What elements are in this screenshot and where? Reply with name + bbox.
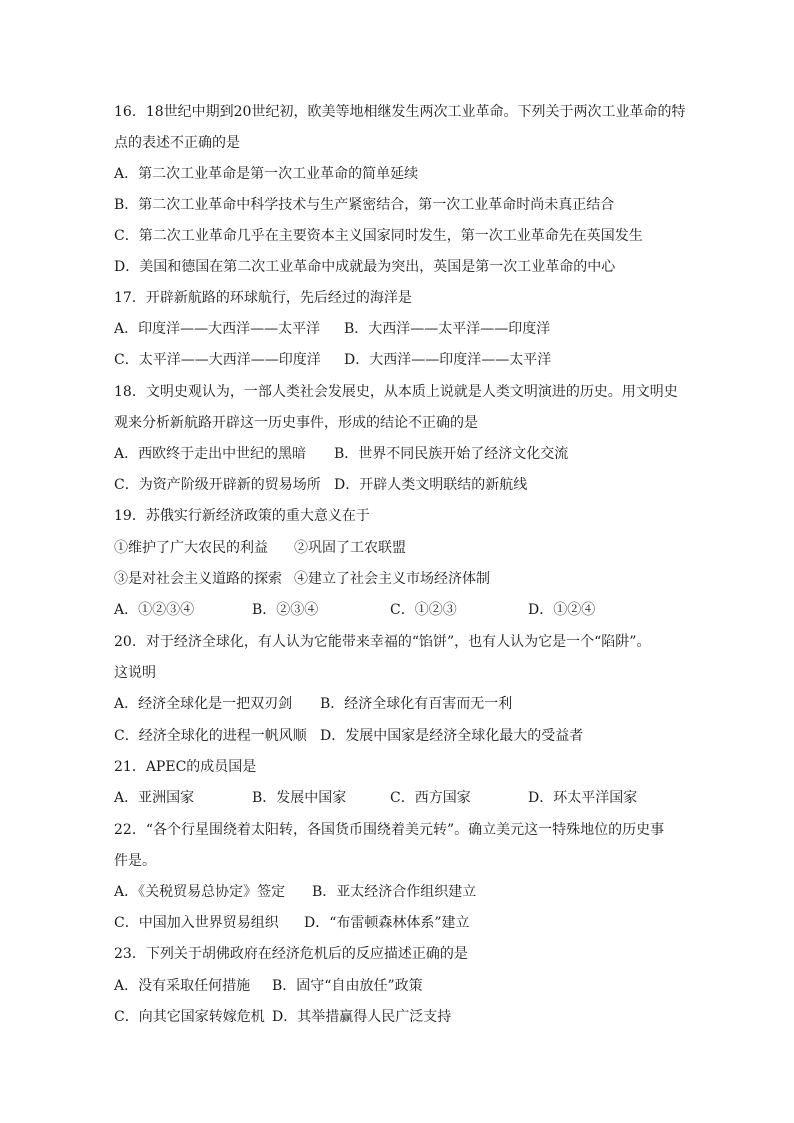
question-21-option-a: A．亚洲国家	[114, 790, 195, 806]
question-17-option-b: B．大西洋——太平洋——印度洋	[344, 321, 551, 337]
question-18-option-c: C．为资产阶级开辟新的贸易场所	[114, 477, 321, 493]
question-16-option-a: A．第二次工业革命是第一次工业革命的简单延续	[114, 166, 419, 182]
question-19-item-3: ③是对社会主义道路的探索	[114, 571, 282, 587]
question-17-option-c: C．太平洋——大西洋——印度洋	[114, 352, 321, 368]
question-20-option-a: A．经济全球化是一把双刃剑	[114, 696, 293, 712]
question-23-option-d: D．其举措赢得人民广泛支持	[272, 1009, 452, 1025]
question-22-option-c: C．中国加入世界贸易组织	[114, 915, 279, 931]
question-19-items-row-1	[114, 538, 714, 558]
question-18-stem-line-1: 18．文明史观认为，一部人类社会发展史，从本质上说就是人类文明演进的历史。用文明史	[114, 384, 678, 400]
question-16-option-c: C．第二次工业革命几乎在主要资本主义国家同时发生，第一次工业革命先在英国发生	[114, 228, 643, 244]
question-19-option-b: B．②③④	[252, 602, 319, 618]
question-16-stem-line-2: 点的表述不正确的是	[114, 135, 240, 151]
question-23-option-a: A．没有采取任何措施	[114, 978, 251, 994]
question-22-stem-line-1: 22．“各个行星围绕着太阳转，各国货币围绕着美元转”。确立美元这一特殊地位的历史事	[114, 822, 665, 838]
question-16-option-d: D．美国和德国在第二次工业革命中成就最为突出，英国是第一次工业革命的中心	[114, 259, 616, 275]
question-19-items-row-2	[114, 569, 714, 589]
question-22-options-row-1	[114, 882, 714, 902]
question-17-stem: 17．开辟新航路的环球航行，先后经过的海洋是	[114, 290, 412, 306]
question-19-item-1: ①维护了广大农民的利益	[114, 540, 268, 556]
question-19-options-row	[114, 600, 714, 620]
question-19-option-a: A．①②③④	[114, 602, 195, 618]
question-21-option-c: C．西方国家	[390, 790, 471, 806]
question-18-stem-line-2: 观来分析新航路开辟这一历史事件，形成的结论不正确的是	[114, 415, 478, 431]
question-20-option-d: D．发展中国家是经济全球化最大的受益者	[320, 728, 584, 744]
question-20-options-row-2	[114, 726, 714, 746]
question-20-option-c: C．经济全球化的进程一帆风顺	[114, 728, 307, 744]
question-19-item-4: ④建立了社会主义市场经济体制	[294, 571, 490, 587]
question-17-options-row-2	[114, 350, 714, 370]
question-20-option-b: B．经济全球化有百害而无一利	[320, 696, 513, 712]
question-23-option-b: B．固守“自由放任”政策	[272, 978, 423, 994]
question-21-stem: 21．APEC的成员国是	[114, 759, 257, 775]
question-21-option-b: B．发展中国家	[252, 790, 347, 806]
question-19-item-2: ②巩固了工农联盟	[294, 540, 406, 556]
question-22-option-a: A．《关税贸易总协定》签定	[114, 884, 286, 900]
question-22-option-d: D．“布雷顿森林体系”建立	[304, 915, 470, 931]
question-23-option-c: C．向其它国家转嫁危机	[114, 1009, 265, 1025]
question-23-stem: 23．下列关于胡佛政府在经济危机后的反应描述正确的是	[114, 946, 468, 962]
question-22-options-row-2	[114, 913, 714, 933]
question-23-options-row-2	[114, 1007, 714, 1027]
question-18-options-row-1	[114, 444, 714, 464]
question-18-option-a: A．西欧终于走出中世纪的黑暗	[114, 446, 307, 462]
question-18-options-row-2	[114, 475, 714, 495]
question-21-options-row	[114, 788, 714, 808]
question-18-option-d: D．开辟人类文明联结的新航线	[334, 477, 528, 493]
question-16-option-b: B．第二次工业革命中科学技术与生产紧密结合，第一次工业革命时尚未真正结合	[114, 197, 615, 213]
question-19-option-d: D．①②④	[528, 602, 596, 618]
question-17-options-row-1	[114, 319, 714, 339]
question-21-option-d: D．环太平洋国家	[528, 790, 638, 806]
question-16-stem-line-1: 16．18世纪中期到20世纪初，欧美等地相继发生两次工业革命。下列关于两次工业革命的特	[114, 104, 686, 120]
question-22-option-b: B．亚太经济合作组织建立	[312, 884, 477, 900]
question-23-options-row-1	[114, 976, 714, 996]
question-17-option-d: D．大西洋——印度洋——太平洋	[344, 352, 552, 368]
question-22-stem-line-2: 件是。	[114, 853, 156, 869]
question-19-option-c: C．①②③	[390, 602, 457, 618]
question-17-option-a: A．印度洋——大西洋——太平洋	[114, 321, 321, 337]
question-20-stem-line-2: 这说明	[114, 665, 156, 681]
question-18-option-b: B．世界不同民族开始了经济文化交流	[334, 446, 569, 462]
question-20-options-row-1	[114, 694, 714, 714]
question-20-stem-line-1: 20．对于经济全球化，有人认为它能带来幸福的“馅饼”，也有人认为它是一个“陷阱”。	[114, 634, 651, 650]
question-19-stem: 19．苏俄实行新经济政策的重大意义在于	[114, 508, 370, 524]
